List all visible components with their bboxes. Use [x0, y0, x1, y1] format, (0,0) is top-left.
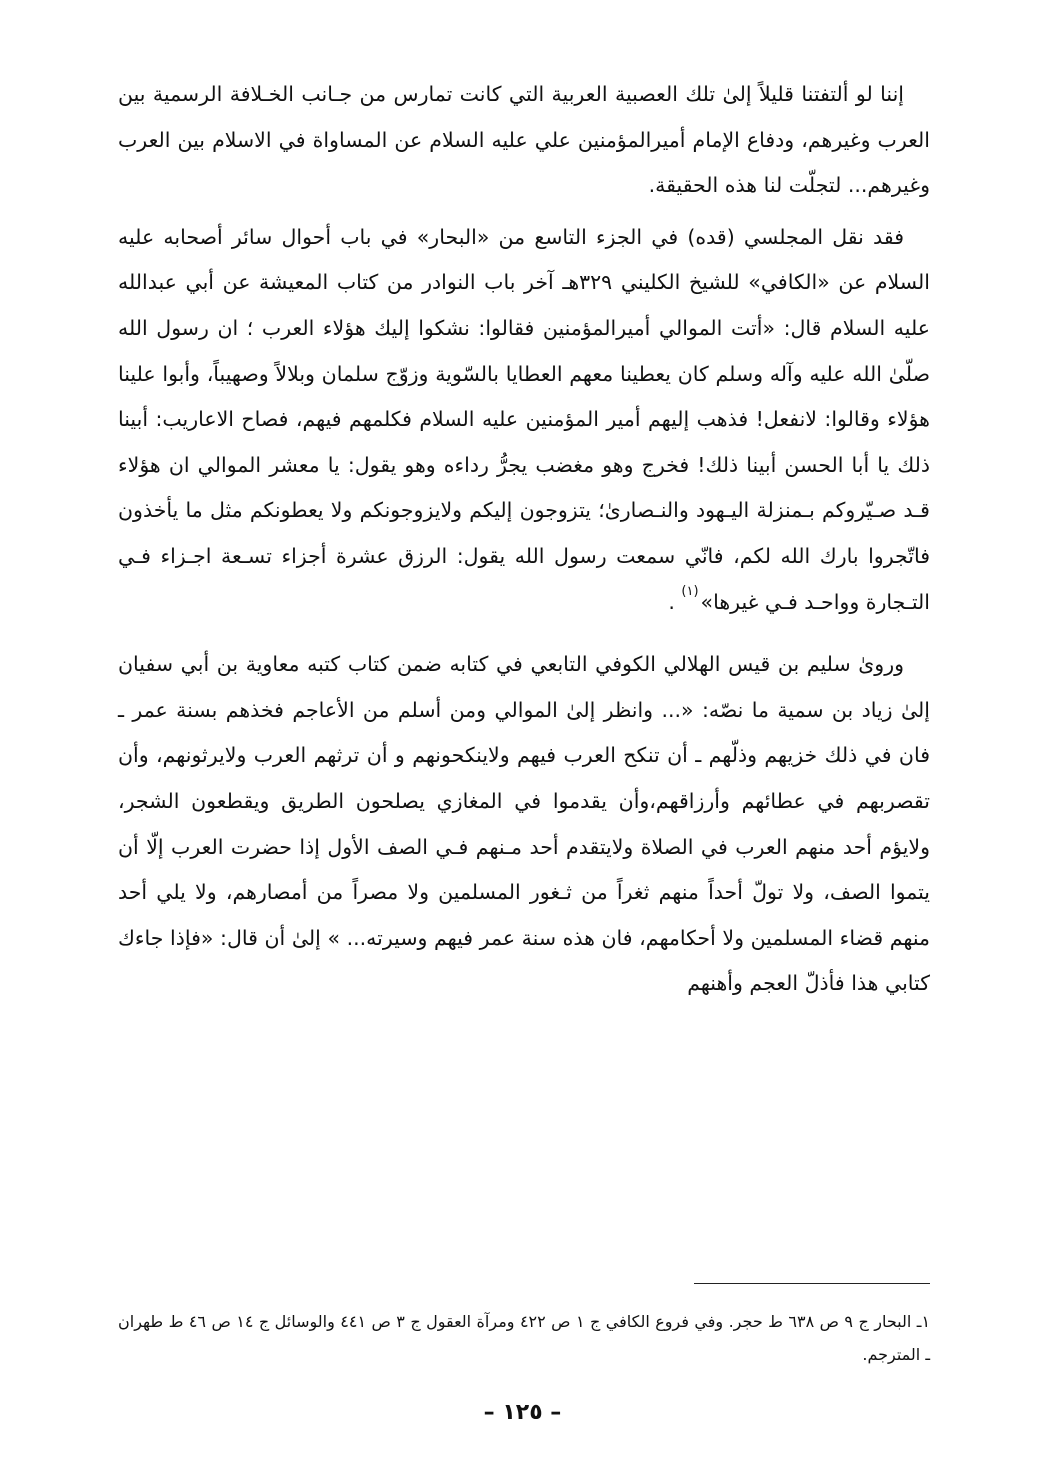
paragraph-1: إننا لو ألتفتنا قليلاً إلىٰ تلك العصبية العربية التي كانت تمارس من جـانب الخـلافة الرسمية بين العرب وغيرهم، ودفاع الإمام أميرالمؤمنين علي عليه السلام عن المساواة في الاسلام بين العرب وغيرهم... لتجلّت لنا هذه الحقيقة.: [118, 82, 930, 198]
footnote-text: ١ـ البحار ج ٩ ص ٦٣٨ ط حجر. وفي فروع الكافي ج ١ ص ٤٢٢ ومرآة العقول ج ٣ ص ٤٤١ والوسائل ج ١٤ ص ٤٦ ط طهران ـ المترجم.: [118, 1312, 931, 1364]
paragraph-2-text: فقد نقل المجلسي (قده) في الجزء التاسع من «البحار» في باب أحوال سائر أصحابه عليه السلام عن «الكافي» للشيخ الكليني ٣٢٩هـ آخر باب النوادر من كتاب المعيشة عن أبي عبدالله عليه السلام قال: «أتت الموالي أميرالمؤمنين فقالوا: نشكوا إليك هؤلاء العرب ؛ ان رسول الله صلّىٰ الله عليه وآله وسلم كان يعطينا معهم العطايا بالسّوية وزوّج سلمان وبلالاً وصهيباً، وأبوا علينا هؤلاء وقالوا: لانفعل! فذهب إليهم أمير المؤمنين عليه السلام فكلمهم فيهم، فصاح الاعاريب: أبينا ذلك يا أبا الحسن أبينا ذلك! فخرج وهو مغضب يجرُّ رداءه وهو يقول: يا معشر الموالي ان هؤلاء قـد صـيّروكم بـمنزلة اليـهود والنـصارىٰ؛ يتزوجون إليكم ولايزوجونكم ولا يعطونكم مثل ما يأخذون فاتّجروا بارك الله لكم، فانّي سمعت رسول الله يقول: الرزق عشرة أجزاء تسـعة اجـزاء فـي التـجارة وواحـد فـي غيرها»: [118, 224, 930, 614]
paragraph-2: [118, 215, 930, 628]
main-text: [118, 72, 930, 1007]
footnote-reference-tail: .: [668, 589, 675, 614]
page-number: – ١٢٥ –: [483, 1400, 562, 1425]
footnote-divider: [694, 1283, 930, 1284]
footnote-reference: (١): [681, 583, 699, 599]
paragraph-3: ورویٰ سليم بن قيس الهلالي الكوفي التابعي في كتابه ضمن كتاب كتبه معاوية بن أبي سفيان إلىٰ زياد بن سمية ما نصّه: «... وانظر إلىٰ الموالي ومن أسلم من الأعاجم فخذهم بسنة عمر ـ فان في ذلك خزيهم وذلّهم ـ أن تنكح العرب فيهم ولاينكحونهم و أن ترثهم العرب ولايرثونهم، وأن تقصربهم في عطائهم وأرزاقهم،وأن يقدموا في المغازي يصلحون الطريق ويقطعون الشجر، ولايؤم أحد منهم العرب في الصلاة ولايتقدم أحد مـنهم فـي الصف الأول إذا حضرت العرب إلّا أن يتموا الصف، ولا تولّ أحداً منهم ثغراً من ثـغور المسلمين ولا مصراً من أمصارهم، ولا يلي أحد منهم قضاء المسلمين ولا أحكامهم، فان هذه سنة عمر فيهم وسيرته... » إلىٰ أن قال: «فإذا جاءك كتابي هذا فأذلّ العجم وأهنهم: [118, 652, 930, 996]
